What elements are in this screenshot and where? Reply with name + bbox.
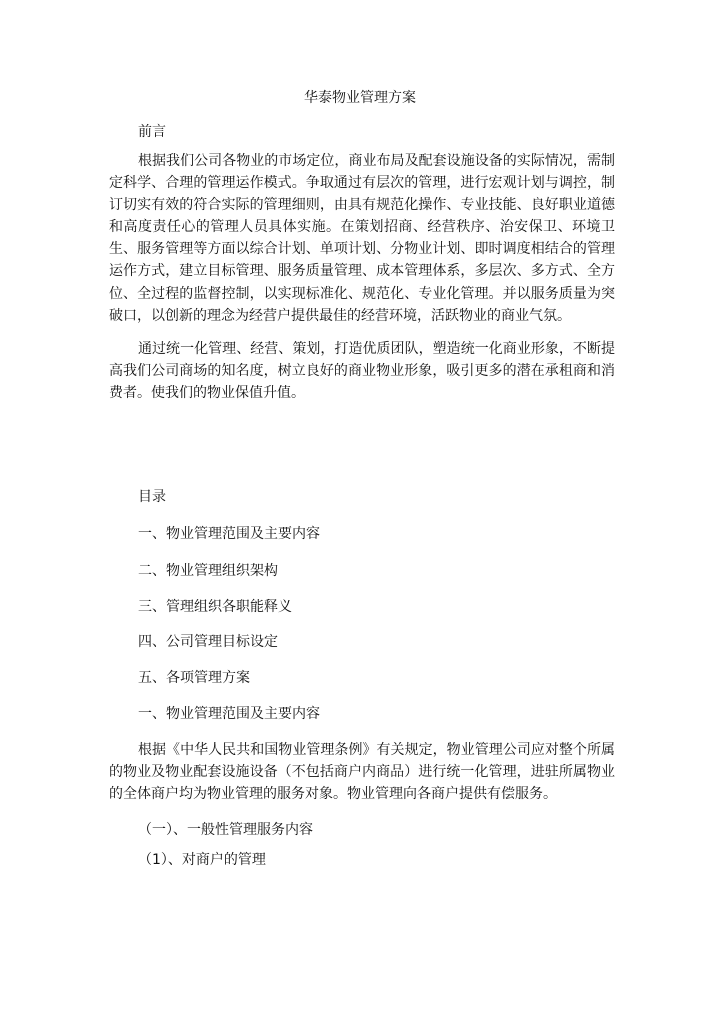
toc-item-4: 四、公司管理目标设定 [138, 634, 278, 650]
preface-heading: 前言 [138, 124, 166, 140]
toc-item-3: 三、管理组织各职能释义 [138, 599, 292, 615]
toc-item-1: 一、物业管理范围及主要内容 [138, 526, 320, 542]
toc-item-2: 二、物业管理组织架构 [138, 563, 278, 579]
toc-heading: 目录 [138, 489, 166, 505]
section1-subheading-2: （1）、对商户的管理 [138, 852, 266, 868]
section1-heading: 一、物业管理范围及主要内容 [138, 706, 320, 722]
document-title: 华泰物业管理方案 [304, 90, 416, 106]
preface-paragraph-1: 根据我们公司各物业的市场定位，商业布局及配套设施设备的实际情况，需制定科学、合理的管理运作模式。争取通过有层次的管理，进行宏观计划与调控，制订切实有效的符合实际的管理细则，由具有规范化操作、专业技能、良好职业道德和高度责任心的管理人员具体实施。在策划招商、经营秩序、治安保卫、环境卫生、服务管理等方面以综合计划、单项计划、分物业计划、即时调度相结合的管理运作方式，建立目标管理、服务质量管理、成本管理体系，多层次、多方式、全方位、全过程的监督控制，以实现标准化、规范化、专业化管理。并以服务质量为突破口，以创新的理念为经营户提供最佳的经营环境，活跃物业的商业气氛。 [109, 153, 615, 324]
preface-paragraph-2: 通过统一化管理、经营、策划，打造优质团队，塑造统一化商业形象，不断提高我们公司商场的知名度，树立良好的商业物业形象，吸引更多的潜在承租商和消费者。使我们的物业保值升值。 [109, 341, 615, 402]
section1-subheading-1: （一）、一般性管理服务内容 [138, 822, 313, 838]
section1-paragraph: 根据《中华人民共和国物业管理条例》有关规定，物业管理公司应对整个所属的物业及物业配套设施设备（不包括商户内商品）进行统一化管理，进驻所属物业的全体商户均为物业管理的服务对象。物业管理向各商户提供有偿服务。 [109, 742, 615, 803]
toc-item-5: 五、各项管理方案 [138, 670, 250, 686]
